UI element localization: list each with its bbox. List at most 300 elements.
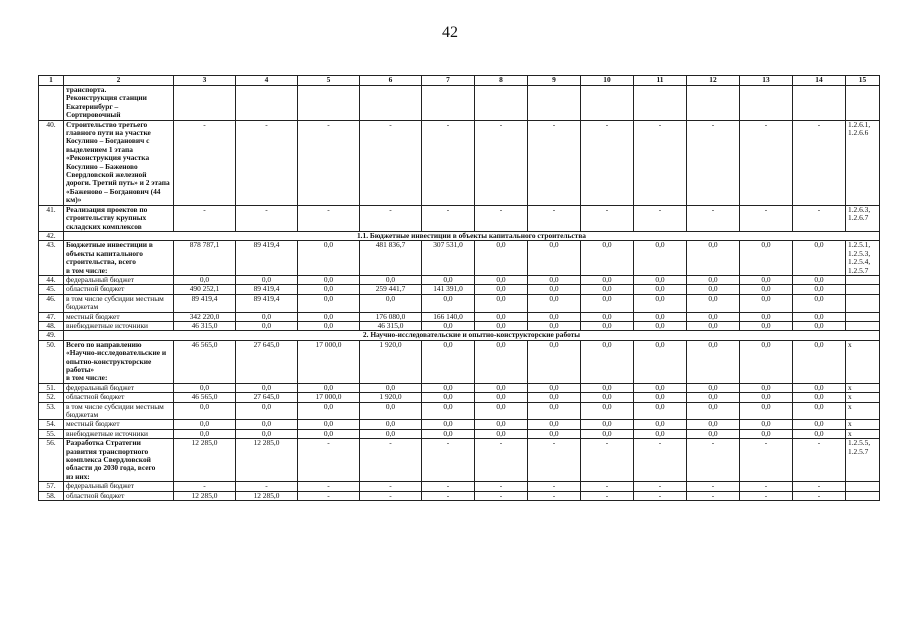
value-cell: -: [634, 482, 687, 491]
value-cell: -: [634, 120, 687, 205]
value-cell: 0,0: [528, 393, 581, 402]
target-code: 1.2.6.1, 1.2.6.6: [846, 120, 880, 205]
target-code: [846, 285, 880, 294]
table-row: [39, 312, 880, 321]
value-cell: -: [528, 491, 581, 500]
value-cell: 0,0: [581, 402, 634, 420]
value-cell: 0,0: [740, 285, 793, 294]
value-cell: 481 836,7: [360, 241, 422, 276]
value-cell: 89 419,4: [236, 294, 298, 312]
value-cell: 0,0: [687, 321, 740, 330]
value-cell: -: [475, 482, 528, 491]
value-cell: 259 441,7: [360, 285, 422, 294]
value-cell: -: [298, 439, 360, 482]
value-cell: 0,0: [422, 429, 475, 438]
value-cell: -: [581, 482, 634, 491]
value-cell: -: [528, 482, 581, 491]
value-cell: -: [740, 439, 793, 482]
value-cell: 878 787,1: [174, 241, 236, 276]
row-number: 57.: [39, 482, 64, 491]
table-row: [39, 383, 880, 392]
target-code: 1.2.6.3, 1.2.6.7: [846, 205, 880, 231]
value-cell: 46 565,0: [174, 340, 236, 383]
value-cell: -: [793, 120, 846, 205]
value-cell: -: [793, 205, 846, 231]
value-cell: -: [687, 491, 740, 500]
column-header: 1: [39, 76, 64, 86]
value-cell: 0,0: [360, 383, 422, 392]
value-cell: 0,0: [634, 312, 687, 321]
value-cell: -: [298, 482, 360, 491]
target-code: [846, 275, 880, 284]
row-number: 50.: [39, 340, 64, 383]
row-name: Всего по направлению «Научно-исследовательские и опытно-конструкторские работы» в том числе:: [64, 340, 174, 383]
value-cell: 0,0: [740, 383, 793, 392]
value-cell: 0,0: [475, 321, 528, 330]
row-number: 54.: [39, 420, 64, 429]
row-number: 47.: [39, 312, 64, 321]
table-row: [39, 241, 880, 276]
value-cell: 0,0: [581, 285, 634, 294]
value-cell: 0,0: [793, 285, 846, 294]
value-cell: 89 419,4: [236, 285, 298, 294]
row-number: 49.: [39, 331, 64, 340]
value-cell: 0,0: [528, 402, 581, 420]
value-cell: 0,0: [740, 402, 793, 420]
value-cell: -: [298, 205, 360, 231]
budget-table: [38, 75, 880, 501]
value-cell: 0,0: [528, 312, 581, 321]
value-cell: 0,0: [528, 285, 581, 294]
row-name: внебюджетные источники: [64, 429, 174, 438]
value-cell: 0,0: [360, 420, 422, 429]
value-cell: -: [236, 482, 298, 491]
value-cell: 17 000,0: [298, 393, 360, 402]
value-cell: 46 565,0: [174, 393, 236, 402]
value-cell: 0,0: [793, 241, 846, 276]
table-row: [39, 429, 880, 438]
value-cell: 0,0: [634, 321, 687, 330]
value-cell: [360, 86, 422, 121]
table-row: [39, 402, 880, 420]
value-cell: -: [634, 491, 687, 500]
value-cell: 0,0: [298, 285, 360, 294]
column-header: 15: [846, 76, 880, 86]
value-cell: 12 285,0: [174, 439, 236, 482]
value-cell: 0,0: [174, 420, 236, 429]
value-cell: -: [360, 205, 422, 231]
value-cell: 342 220,0: [174, 312, 236, 321]
value-cell: 0,0: [687, 294, 740, 312]
value-cell: 0,0: [687, 340, 740, 383]
value-cell: -: [793, 439, 846, 482]
value-cell: [236, 86, 298, 121]
target-code: [846, 482, 880, 491]
row-number: [39, 86, 64, 121]
value-cell: 89 419,4: [236, 241, 298, 276]
value-cell: -: [360, 120, 422, 205]
value-cell: 0,0: [422, 402, 475, 420]
value-cell: 0,0: [634, 241, 687, 276]
column-header: 5: [298, 76, 360, 86]
value-cell: 0,0: [581, 383, 634, 392]
target-code: [846, 294, 880, 312]
column-header: 8: [475, 76, 528, 86]
value-cell: -: [687, 482, 740, 491]
target-code: [846, 491, 880, 500]
row-number: 41.: [39, 205, 64, 231]
value-cell: 0,0: [528, 340, 581, 383]
value-cell: 0,0: [581, 420, 634, 429]
row-number: 56.: [39, 439, 64, 482]
value-cell: -: [475, 120, 528, 205]
value-cell: -: [360, 482, 422, 491]
value-cell: 0,0: [475, 393, 528, 402]
value-cell: 0,0: [528, 275, 581, 284]
value-cell: -: [360, 439, 422, 482]
section-row: [39, 231, 880, 240]
value-cell: 0,0: [174, 383, 236, 392]
value-cell: 0,0: [687, 420, 740, 429]
value-cell: 0,0: [236, 383, 298, 392]
value-cell: -: [422, 491, 475, 500]
value-cell: 0,0: [528, 383, 581, 392]
value-cell: 0,0: [793, 340, 846, 383]
value-cell: [298, 86, 360, 121]
target-code: x: [846, 429, 880, 438]
value-cell: -: [687, 439, 740, 482]
value-cell: -: [740, 482, 793, 491]
value-cell: 89 419,4: [174, 294, 236, 312]
row-name: федеральный бюджет: [64, 383, 174, 392]
value-cell: 0,0: [740, 294, 793, 312]
value-cell: 0,0: [422, 383, 475, 392]
value-cell: -: [581, 439, 634, 482]
column-header: 9: [528, 76, 581, 86]
value-cell: 0,0: [793, 393, 846, 402]
column-header: 4: [236, 76, 298, 86]
value-cell: 0,0: [793, 429, 846, 438]
row-number: 51.: [39, 383, 64, 392]
value-cell: 12 285,0: [236, 439, 298, 482]
row-name: Реализация проектов по строительству крупных складских комплексов: [64, 205, 174, 231]
value-cell: 0,0: [793, 402, 846, 420]
value-cell: -: [174, 120, 236, 205]
row-number: 42.: [39, 231, 64, 240]
value-cell: 0,0: [740, 321, 793, 330]
value-cell: -: [793, 491, 846, 500]
value-cell: 0,0: [236, 321, 298, 330]
value-cell: 0,0: [475, 383, 528, 392]
value-cell: 0,0: [298, 420, 360, 429]
value-cell: 1 920,0: [360, 393, 422, 402]
value-cell: 12 285,0: [174, 491, 236, 500]
value-cell: 0,0: [298, 429, 360, 438]
row-name: в том числе субсидии местным бюджетам: [64, 402, 174, 420]
value-cell: -: [422, 439, 475, 482]
value-cell: 1 920,0: [360, 340, 422, 383]
table-row: [39, 321, 880, 330]
value-cell: 0,0: [687, 393, 740, 402]
value-cell: 0,0: [422, 420, 475, 429]
table-row: [39, 491, 880, 500]
row-name: федеральный бюджет: [64, 275, 174, 284]
table-row: [39, 285, 880, 294]
value-cell: -: [422, 205, 475, 231]
value-cell: [687, 86, 740, 121]
value-cell: -: [475, 491, 528, 500]
table-row: [39, 482, 880, 491]
column-header: 2: [64, 76, 174, 86]
value-cell: -: [740, 120, 793, 205]
table-row: [39, 340, 880, 383]
column-header: 3: [174, 76, 236, 86]
value-cell: 0,0: [793, 275, 846, 284]
value-cell: 0,0: [174, 275, 236, 284]
value-cell: 0,0: [475, 420, 528, 429]
value-cell: 0,0: [475, 285, 528, 294]
value-cell: 0,0: [360, 402, 422, 420]
row-number: 45.: [39, 285, 64, 294]
value-cell: -: [687, 120, 740, 205]
value-cell: -: [740, 205, 793, 231]
row-name: Бюджетные инвестиции в объекты капитального строительства, всего в том числе:: [64, 241, 174, 276]
value-cell: [740, 86, 793, 121]
value-cell: -: [687, 205, 740, 231]
target-code: 1.2.5.1, 1.2.5.3, 1.2.5.4, 1.2.5.7: [846, 241, 880, 276]
value-cell: -: [298, 120, 360, 205]
value-cell: 0,0: [581, 321, 634, 330]
value-cell: 0,0: [298, 275, 360, 284]
target-code: x: [846, 383, 880, 392]
value-cell: 46 315,0: [360, 321, 422, 330]
value-cell: 490 252,1: [174, 285, 236, 294]
row-name: федеральный бюджет: [64, 482, 174, 491]
target-code: [846, 321, 880, 330]
value-cell: -: [634, 439, 687, 482]
target-code: 1.2.5.5, 1.2.5.7: [846, 439, 880, 482]
value-cell: 0,0: [687, 312, 740, 321]
value-cell: -: [236, 120, 298, 205]
value-cell: 0,0: [740, 275, 793, 284]
value-cell: 0,0: [475, 340, 528, 383]
value-cell: -: [528, 205, 581, 231]
value-cell: 0,0: [475, 402, 528, 420]
page-number: 42: [442, 24, 458, 41]
value-cell: 307 531,0: [422, 241, 475, 276]
value-cell: 0,0: [422, 393, 475, 402]
value-cell: 0,0: [581, 241, 634, 276]
value-cell: [174, 86, 236, 121]
row-name: в том числе субсидии местным бюджетам: [64, 294, 174, 312]
value-cell: 0,0: [740, 340, 793, 383]
target-code: [846, 86, 880, 121]
row-number: 55.: [39, 429, 64, 438]
column-header: 13: [740, 76, 793, 86]
value-cell: 0,0: [634, 383, 687, 392]
value-cell: 0,0: [528, 241, 581, 276]
value-cell: -: [298, 491, 360, 500]
table-row: [39, 294, 880, 312]
value-cell: 0,0: [793, 294, 846, 312]
row-name: местный бюджет: [64, 312, 174, 321]
value-cell: 0,0: [298, 241, 360, 276]
table-row: [39, 275, 880, 284]
column-header: 6: [360, 76, 422, 86]
value-cell: -: [740, 491, 793, 500]
value-cell: 0,0: [687, 383, 740, 392]
target-code: [846, 312, 880, 321]
value-cell: [634, 86, 687, 121]
value-cell: 0,0: [740, 429, 793, 438]
value-cell: 0,0: [298, 294, 360, 312]
value-cell: -: [360, 491, 422, 500]
column-header: 12: [687, 76, 740, 86]
value-cell: 166 140,0: [422, 312, 475, 321]
value-cell: 0,0: [634, 285, 687, 294]
value-cell: 0,0: [687, 241, 740, 276]
table-row: [39, 393, 880, 402]
value-cell: 0,0: [236, 312, 298, 321]
value-cell: [528, 86, 581, 121]
value-cell: 0,0: [298, 321, 360, 330]
value-cell: -: [422, 482, 475, 491]
row-number: 58.: [39, 491, 64, 500]
value-cell: 0,0: [581, 275, 634, 284]
value-cell: 0,0: [174, 429, 236, 438]
table-body: [39, 76, 880, 501]
value-cell: 0,0: [422, 321, 475, 330]
value-cell: 0,0: [740, 393, 793, 402]
value-cell: 0,0: [528, 420, 581, 429]
target-code: x: [846, 420, 880, 429]
value-cell: 0,0: [793, 420, 846, 429]
value-cell: -: [528, 120, 581, 205]
value-cell: 0,0: [422, 294, 475, 312]
value-cell: 0,0: [581, 393, 634, 402]
value-cell: 0,0: [298, 402, 360, 420]
target-code: x: [846, 340, 880, 383]
value-cell: -: [475, 205, 528, 231]
value-cell: 0,0: [581, 429, 634, 438]
value-cell: 0,0: [634, 429, 687, 438]
value-cell: 0,0: [581, 340, 634, 383]
value-cell: 0,0: [298, 312, 360, 321]
row-name: областной бюджет: [64, 491, 174, 500]
row-name: Строительство третьего главного пути на участке Косулино – Богданович с выделением 1 этапа «Реконструкция участка Косулино – Баженово Свердловской железной дороги. Третий путь» и 2 этапа «Баженово – Богданович (44 км)»: [64, 120, 174, 205]
value-cell: 46 315,0: [174, 321, 236, 330]
value-cell: 0,0: [236, 429, 298, 438]
value-cell: 0,0: [793, 312, 846, 321]
table-row: [39, 86, 880, 121]
row-number: 52.: [39, 393, 64, 402]
column-header: 7: [422, 76, 475, 86]
value-cell: -: [581, 120, 634, 205]
value-cell: 0,0: [422, 340, 475, 383]
value-cell: 0,0: [236, 420, 298, 429]
value-cell: 0,0: [687, 275, 740, 284]
target-code: x: [846, 402, 880, 420]
value-cell: 176 080,0: [360, 312, 422, 321]
row-name: внебюджетные источники: [64, 321, 174, 330]
value-cell: 0,0: [740, 420, 793, 429]
value-cell: 0,0: [793, 383, 846, 392]
value-cell: [475, 86, 528, 121]
section-title: 1.1. Бюджетные инвестиции в объекты капитального строительства: [64, 231, 880, 240]
value-cell: 0,0: [687, 429, 740, 438]
value-cell: 0,0: [634, 420, 687, 429]
column-header: 14: [793, 76, 846, 86]
value-cell: -: [174, 482, 236, 491]
value-cell: 0,0: [360, 275, 422, 284]
row-name: областной бюджет: [64, 393, 174, 402]
value-cell: 12 285,0: [236, 491, 298, 500]
value-cell: [422, 86, 475, 121]
value-cell: 0,0: [236, 275, 298, 284]
value-cell: 0,0: [174, 402, 236, 420]
value-cell: 0,0: [581, 294, 634, 312]
value-cell: 0,0: [475, 241, 528, 276]
target-code: x: [846, 393, 880, 402]
value-cell: -: [475, 439, 528, 482]
value-cell: 0,0: [528, 321, 581, 330]
value-cell: 0,0: [634, 393, 687, 402]
value-cell: -: [174, 205, 236, 231]
value-cell: -: [422, 120, 475, 205]
value-cell: 0,0: [422, 275, 475, 284]
value-cell: 0,0: [740, 241, 793, 276]
value-cell: 0,0: [298, 383, 360, 392]
value-cell: [793, 86, 846, 121]
table-row: [39, 120, 880, 205]
value-cell: 0,0: [360, 429, 422, 438]
row-name: Разработка Стратегии развития транспортного комплекса Свердловской области до 2030 года, всего из них:: [64, 439, 174, 482]
value-cell: 0,0: [528, 294, 581, 312]
value-cell: 0,0: [236, 402, 298, 420]
value-cell: 0,0: [634, 275, 687, 284]
value-cell: 0,0: [634, 294, 687, 312]
header-row: [39, 76, 880, 86]
value-cell: 0,0: [793, 321, 846, 330]
value-cell: 0,0: [634, 340, 687, 383]
row-number: 40.: [39, 120, 64, 205]
column-header: 10: [581, 76, 634, 86]
value-cell: -: [236, 205, 298, 231]
value-cell: 0,0: [581, 312, 634, 321]
column-header: 11: [634, 76, 687, 86]
value-cell: 17 000,0: [298, 340, 360, 383]
value-cell: 0,0: [475, 275, 528, 284]
value-cell: -: [634, 205, 687, 231]
value-cell: -: [581, 491, 634, 500]
value-cell: 0,0: [634, 402, 687, 420]
table-row: [39, 420, 880, 429]
value-cell: 0,0: [360, 294, 422, 312]
row-name: областной бюджет: [64, 285, 174, 294]
value-cell: 27 645,0: [236, 393, 298, 402]
value-cell: 0,0: [475, 294, 528, 312]
value-cell: 0,0: [528, 429, 581, 438]
row-name: местный бюджет: [64, 420, 174, 429]
row-number: 48.: [39, 321, 64, 330]
value-cell: -: [793, 482, 846, 491]
value-cell: 0,0: [475, 429, 528, 438]
value-cell: 27 645,0: [236, 340, 298, 383]
table-row: [39, 205, 880, 231]
row-number: 53.: [39, 402, 64, 420]
section-title: 2. Научно-исследовательские и опытно-конструкторские работы: [64, 331, 880, 340]
value-cell: 0,0: [475, 312, 528, 321]
